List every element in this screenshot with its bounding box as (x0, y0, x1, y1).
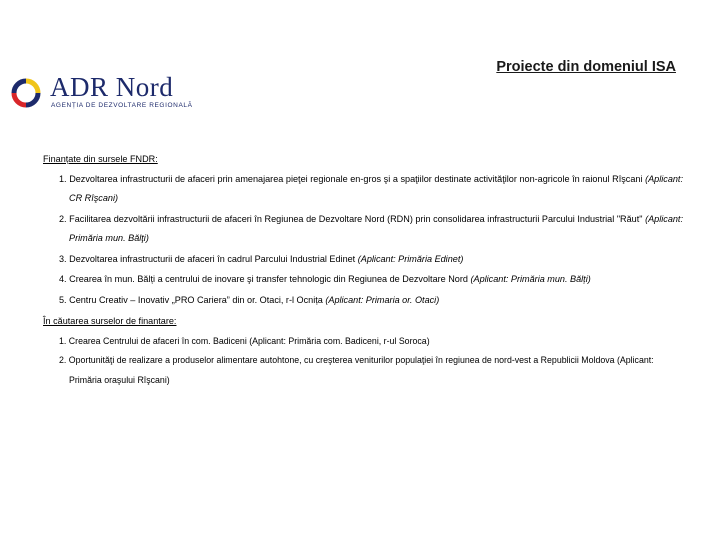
adr-nord-logo (10, 72, 193, 114)
adr-nord-emblem-icon (10, 77, 42, 109)
section-heading-fndr: Finanțate din sursele FNDR: (43, 154, 158, 164)
list-item: 1. Dezvoltarea infrastructurii de afaceri prin amenajarea pieţei regionale en-gros şi a spaţiilor destinate activităţilor non-agricole în raionul Rîşcani (Aplicant: CR Rîşcani) (59, 173, 683, 203)
seeking-funding-list (43, 332, 683, 391)
fndr-project-list (43, 170, 683, 311)
page-title: Proiecte din domeniul ISA (496, 59, 676, 75)
list-item: 2. Oportunităţi de realizare a produselor alimentare autohtone, cu creşterea veniturilor populaţiei în regiunea de nord-vest a Republicii Moldova (Aplicant: Primăria oraşului Rîşcani) (59, 355, 654, 385)
logo-title: ADR Nord (50, 72, 174, 102)
section-heading-seeking-funding: În căutarea surselor de finantare: (43, 316, 177, 326)
list-item: 3. Dezvoltarea infrastructurii de afaceri în cadrul Parcului Industrial Edinet (Aplicant: Primăria Edinet) (59, 253, 464, 264)
logo-subtitle: AGENȚIA DE DEZVOLTARE REGIONALĂ (51, 102, 193, 109)
list-item: 1. Crearea Centrului de afaceri în com. Badiceni (Aplicant: Primăria com. Badiceni, r-ul Soroca) (59, 335, 430, 346)
list-item: 5. Centru Creativ – Inovativ „PRO Cariera” din or. Otaci, r-l Ocnița (Aplicant: Primaria or. Otaci) (59, 294, 440, 305)
list-item: 4. Crearea în mun. Bălți a centrului de inovare şi transfer tehnologic din Regiunea de Dezvoltare Nord (Aplicant: Primăria mun. Bălți) (59, 274, 591, 284)
document-body (43, 150, 683, 390)
list-item: 2. Facilitarea dezvoltării infrastructurii de afaceri în Regiunea de Dezvoltare Nord (RDN) prin consolidarea infrastructurii Parcului Industrial "Răut" (Aplicant: Primăria mun. Bălţi) (59, 213, 683, 243)
